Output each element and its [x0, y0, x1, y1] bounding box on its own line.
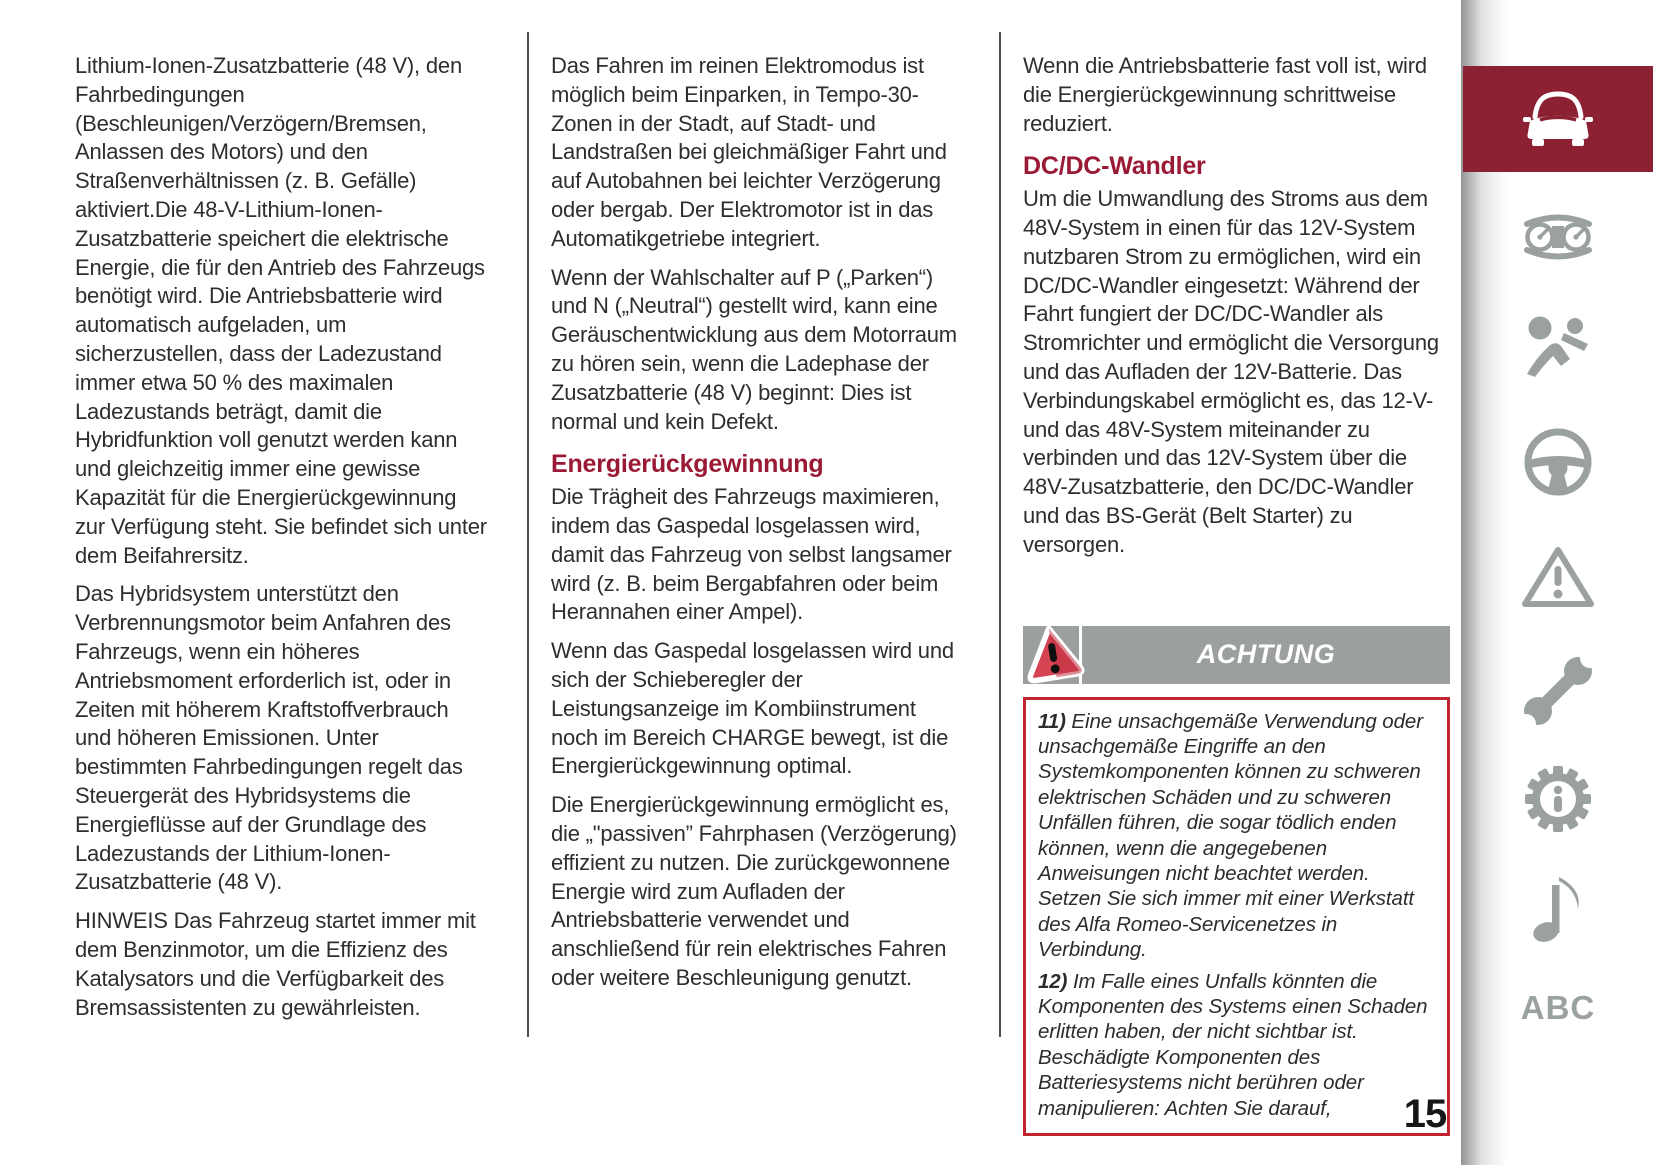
column-divider: [527, 32, 529, 1037]
sidebar-tab-technical-info[interactable]: [1463, 758, 1653, 840]
paragraph: HINWEIS Das Fahrzeug startet immer mit dem Benzinmotor, um die Effizienz des Katalysators und die Verfügbarkeit des Bremsassistenten zu gewährleisten.: [75, 908, 476, 1020]
sidebar-tab-instrument-cluster[interactable]: [1463, 202, 1653, 272]
text-column-3: [1023, 52, 1450, 1136]
section-heading-dcdc-wandler: DC/DC-Wandler: [1023, 152, 1206, 181]
text-column-1: [75, 52, 487, 1032]
warning-item: [1038, 969, 1435, 1121]
warning-triangle-icon: [1520, 544, 1596, 610]
sidebar-tab-maintenance[interactable]: [1463, 648, 1653, 734]
instrument-cluster-icon: [1519, 208, 1597, 266]
warning-item-text: Im Falle eines Unfalls könnten die Komponenten des Systems einen Schaden erlitten haben, der nicht sichtbar ist. Beschädigte Komponenten des Batteriesystems nicht berühren oder manipulieren: Achten Sie darauf,: [1038, 969, 1428, 1120]
warning-item-number: 12): [1038, 969, 1068, 993]
warning-banner: [1023, 626, 1450, 684]
paragraph: Das Fahren im reinen Elektromodus ist möglich beim Einparken, in Tempo-30-Zonen in der Stadt, auf Stadt- und Landstraßen bei gleichmäßiger Fahrt und auf Autobahnen bei leichter Verzögerung oder bergab. Der Elektromotor ist in das Automatikgetriebe integriert.: [551, 53, 947, 251]
car-front-icon: [1520, 89, 1596, 149]
text-column-2: [551, 52, 957, 1003]
sidebar-tab-warning-lights[interactable]: [1463, 540, 1653, 614]
page-number: 15: [1403, 1092, 1447, 1136]
section-tab-sidebar: [1463, 0, 1653, 1165]
paragraph: Die Trägheit des Fahrzeugs maximieren, indem das Gaspedal losgelassen wird, damit das Fahrzeug von selbst langsamer wird (z. B. beim Bergabfahren oder beim Herannahen einer Ampel).: [551, 484, 952, 625]
section-heading-energierueckgewinnung: Energierückgewinnung: [551, 450, 824, 479]
gear-info-icon: [1522, 763, 1594, 835]
sidebar-tab-driving[interactable]: [1463, 420, 1653, 504]
airbag-icon: [1523, 314, 1593, 382]
sidebar-tab-safety-airbag[interactable]: [1463, 308, 1653, 388]
warning-banner-bar: [1082, 626, 1450, 684]
paragraph: Wenn der Wahlschalter auf P („Parken“) und N („Neutral“) gestellt wird, kann eine Geräuschentwicklung aus dem Motorraum zu hören sein, wenn die Ladephase der Zusatzbatterie (48 V) beginnt: Dies ist normal und kein Defekt.: [551, 264, 957, 434]
warning-item: [1038, 709, 1435, 963]
music-note-icon: [1531, 875, 1585, 945]
column-divider: [999, 32, 1001, 1037]
paragraph: Um die Umwandlung des Stroms aus dem 48V-System in einen für das 12V-System nutzbaren Strom zu ermöglichen, wird ein DC/DC-Wandler eingesetzt: Während der Fahrt fungiert der DC/DC-Wandler als Stromrichter und ermöglicht die Versorgung und das Aufladen der 12V-Batterie. Das Verbindungskabel ermöglicht es, das 12-V- und das 48V-System miteinander zu verbinden und das 12V-System über die 48V-Zusatzbatterie, den DC/DC-Wandler und das BS-Gerät (Belt Starter) zu versorgen.: [1023, 186, 1439, 557]
sidebar-tab-multimedia[interactable]: [1463, 872, 1653, 948]
warning-box: [1023, 697, 1450, 1137]
warning-item-text: Eine unsachgemäße Verwendung oder unsachgemäße Eingriffe an den Systemkomponenten können zu schweren elektrischen Schäden und zu schweren Unfällen führen, die sogar tödlich enden können, wenn die angegebenen Anweisungen nicht beachtet werden. Setzen Sie sich immer mit einer Werkstatt des Alfa Romeo-Servicenetzes in Verbindung.: [1038, 709, 1423, 962]
abc-label: ABC: [1520, 989, 1596, 1026]
warning-banner-icon-cell: [1023, 626, 1082, 684]
sidebar-tab-index-abc[interactable]: [1463, 984, 1653, 1032]
paragraph: Wenn die Antriebsbatterie fast voll ist, wird die Energierückgewinnung schrittweise reduziert.: [1023, 53, 1427, 136]
paragraph: Wenn das Gaspedal losgelassen wird und sich der Schieberegler der Leistungsanzeige im Kombiinstrument noch im Bereich CHARGE bewegt, ist die Energierückgewinnung optimal.: [551, 638, 954, 779]
warning-triangle-red-icon: [1012, 613, 1094, 695]
sidebar-tab-vehicle-active[interactable]: [1463, 66, 1653, 172]
paragraph: Das Hybridsystem unterstützt den Verbrennungsmotor beim Anfahren des Fahrzeugs, wenn ein höheres Antriebsmoment erforderlich ist, oder in Zeiten mit höherem Kraftstoffverbrauch und höheren Emissionen. Unter bestimmten Fahrbedingungen regelt das Steuergerät des Hybridsystems die Energieflüsse auf der Grundlage des Ladezustands der Lithium-Ionen-Zusatzbatterie (48 V).: [75, 581, 463, 895]
warning-item-number: 11): [1038, 709, 1066, 733]
wrench-icon: [1520, 653, 1596, 729]
steering-wheel-icon: [1522, 426, 1594, 498]
paragraph: Die Energierückgewinnung ermöglicht es, die „"passiven” Fahrphasen (Verzögerung) effizient zu nutzen. Die zurückgewonnene Energie wird zum Aufladen der Antriebsbatterie verwendet und anschließend für rein elektrisches Fahren oder weitere Beschleunigung genutzt.: [551, 792, 957, 990]
paragraph: Lithium-Ionen-Zusatzbatterie (48 V), den Fahrbedingungen (Beschleunigen/Verzögern/Bremsen, Anlassen des Motors) und den Straßenverhältnissen (z. B. Gefälle) aktiviert.Die 48-V-Lithium-Ionen-Zusatzbatterie speichert die elektrische Energie, die für den Antrieb des Fahrzeugs benötigt wird. Die Antriebsbatterie wird automatisch aufgeladen, um sicherzustellen, dass der Ladezustand immer etwa 50 % des maximalen Ladezustands beträgt, damit die Hybridfunktion voll genutzt werden kann und gleichzeitig immer eine gewisse Kapazität für die Energierückgewinnung zur Verfügung steht. Sie befindet sich unter dem Beifahrersitz.: [75, 53, 487, 568]
warning-banner-label: ACHTUNG: [1196, 639, 1336, 670]
